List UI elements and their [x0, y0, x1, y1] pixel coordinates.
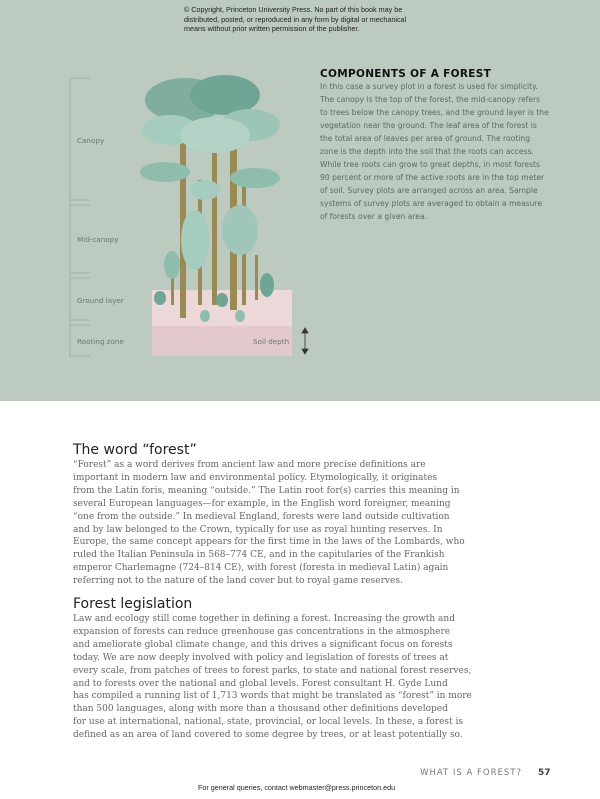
body-line: today. We are now deeply involved with policy and legislation of forests of trees at — [73, 652, 449, 663]
body-line: Law and ecology still come together in defining a forest. Increasing the growth and — [73, 614, 455, 624]
canopy-label: Canopy — [77, 136, 105, 145]
copyright-line: means without prior written permission of the publisher. — [184, 24, 360, 33]
sidebar-line: systems of survey plots are averaged to obtain a measure — [320, 199, 543, 208]
sidebar-line: 90 percent or more of the active roots are in the top meter — [320, 173, 545, 182]
components-sidebar — [320, 68, 580, 223]
sidebar-line: The canopy is the top of the forest, the mid-canopy refers — [320, 95, 541, 104]
body-line: several European languages—for example, in the English word foreigner, meaning — [73, 498, 451, 509]
body-line: defined as an area of land covered to some degree by trees, or at least potentially so. — [73, 730, 463, 741]
body-line: ruled the Italian Peninsula in 568–774 CE, and in the capitularies of the Frankish — [73, 550, 445, 561]
body-line: “Forest” as a word derives from ancient law and more precise definitions are — [73, 460, 426, 470]
copyright-line: © Copyright, Princeton University Press. No part of this book may be — [184, 5, 403, 14]
body-line: and ameliorate global climate change, and this drives a significant focus on forests — [73, 639, 453, 650]
sidebar-line: vegetation near the ground. The leaf area of the forest is — [320, 121, 537, 130]
sidebar-line: the total area of leaves per area of ground. The rooting — [320, 134, 531, 143]
sidebar-line: In this case a survey plot in a forest is used for simplicity. — [320, 82, 538, 91]
body-line: has compiled a running list of 1,713 words that might be translated as “forest” in more — [73, 691, 472, 702]
section-forest-legislation — [73, 596, 553, 742]
section-heading: The word “forest” — [73, 442, 197, 458]
queries-notice: For general queries, contact webmaster@press.princeton.edu — [198, 783, 396, 792]
running-head: WHAT IS A FOREST? — [420, 768, 522, 778]
body-line: for use at international, national, state, provincial, or local levels. In these, a forest is — [73, 717, 464, 728]
canopy-foliage — [140, 75, 280, 322]
mid-canopy-label: Mid-canopy — [77, 235, 119, 244]
body-line: from the Latin foris, meaning “outside.” The Latin root for(s) carries this meaning in — [73, 485, 460, 496]
body-line: expansion of forests can reduce greenhouse gas concentrations in the atmosphere — [73, 626, 451, 637]
body-line: and to forests over the national and global levels. Forest consultant H. Gyde Lund — [73, 678, 448, 689]
rooting-zone-label: Rooting zone — [77, 337, 124, 346]
page-number: 57 — [538, 768, 551, 778]
sidebar-line: to trees below the canopy trees, and the ground layer is the — [320, 108, 549, 117]
body-line: Europe, the same concept appears for the first time in the laws of the Lombards, who — [73, 537, 465, 548]
sidebar-text — [320, 80, 580, 223]
copyright-line: distributed, posted, or reproduced in any form by digital or mechanical — [184, 14, 407, 24]
body-line: emperor Charlemagne (724–814 CE), with forest (foresta in medieval Latin) again — [73, 563, 449, 574]
section-body — [73, 613, 553, 742]
body-line: important in modern law and environmental policy. Etymologically, it originates — [73, 472, 438, 483]
section-heading: Forest legislation — [73, 596, 193, 612]
body-line: and by law belonged to the Crown, typically for use as royal hunting reserves. In — [73, 524, 443, 535]
body-line: “one from the outside.” In medieval England, forests were land outside cultivation — [73, 511, 450, 522]
sidebar-title: COMPONENTS OF A FOREST — [320, 68, 492, 80]
sidebar-line: of forests over a given area. — [320, 212, 428, 221]
sidebar-line: While tree roots can grow to great depths, in most forests — [320, 160, 540, 169]
soil-depth-label: Soil depth — [253, 337, 290, 346]
body-line: referring not to the nature of the land cover but to royal game reserves. — [73, 576, 403, 587]
ground-layer-label: Ground layer — [77, 296, 124, 305]
body-line: than 500 languages, along with more than a thousand other definitions developed — [73, 704, 448, 715]
body-line: every scale, from patches of trees to forest parks, to state and national forest reserves, — [73, 665, 472, 676]
soil-depth-arrow — [302, 328, 308, 354]
layer-bracket — [70, 78, 90, 356]
section-body — [73, 459, 553, 588]
sidebar-line: of soil. Survey plots are arranged across an area. Sample — [320, 186, 538, 195]
sidebar-line: zone is the depth into the soil that the roots can access. — [320, 147, 534, 156]
section-word-forest — [73, 442, 553, 588]
